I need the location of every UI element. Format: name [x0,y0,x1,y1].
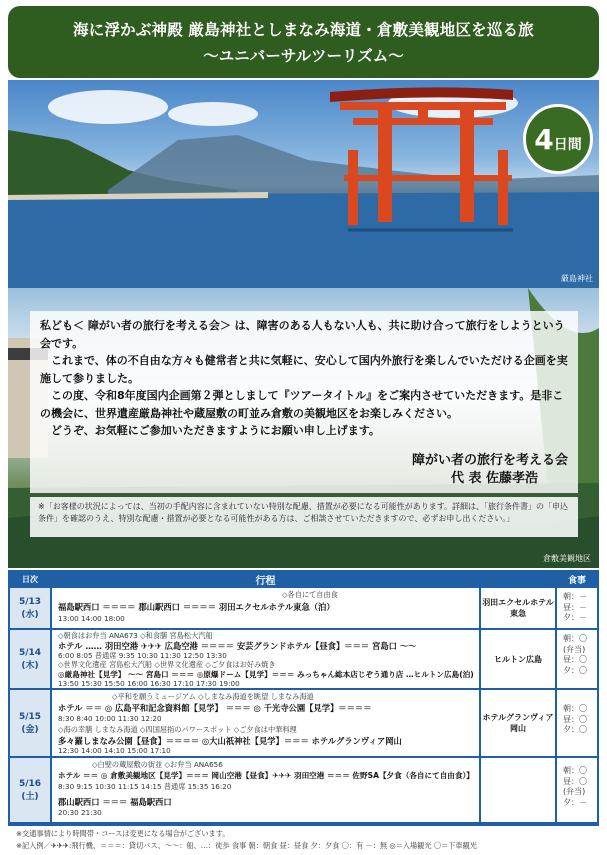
special-care-note: ※「お客様の状況によっては、当初の手配内容に含まれていない特別な配慮、措置が必要になる可能性があります。詳細は、「旅行条件書」の「申込条件」を確認のうえ、特別な配慮・措置が必要となる可能性がある方は、ご相談させていただきますので、必ずお申し出ください。」 [30,497,578,537]
hero-photo [8,80,599,288]
day-date: 5/14 (木) [10,630,50,688]
greeting-message [30,311,578,493]
itinerary-row [10,690,597,756]
representative-name: 代 表 佐藤孝浩 [450,471,538,486]
day-plan: ◇白壁の蔵屋敷の街並 ◇お弁当 ANA656 ホテル ＝＝ ◎ 倉敷美観地区【見学】＝＝＝ 岡山空港【昼食】✈✈✈ 羽田空港 ＝＝＝ 佐野SA【夕食（各自にて自由食）】 8:30 9:15 10:30 11:15 14:15 普通席 15:35 16:20 郡山駅西口 ＝＝＝ 福島駅西口 20:30 21:30 [52,758,479,822]
day-plan: ◇朝食はお弁当 ANA673 ◇和食膳 宮島松大汽船 ホテル …… 羽田空港 ✈✈✈ 広島空港 ＝＝＝＝ 安芸グランドホテル【昼食】＝＝＝ 宮島口 〜〜 6:00 8:05 普通席 9:35 10:30 11:30 12:50 13:30 ◇世界文化遺産 宮島松大汽船 ◇世界文化遺産 ◇ご夕食はお好み焼き ◎厳島神社【見学】 〜〜 宮島口 ＝＝＝ ◎原爆ドーム【見学】＝＝＝ みっちゃん総本店じぞう通り店 …ヒルトン広島(泊) 13:50 15:30 15:50 16:00 16:30 17:10 17:30 19:00 [52,630,479,688]
itinerary-row [10,588,597,628]
day-meals: 朝：〇 昼：〇 夕：〇 [557,690,597,756]
header-date: 日次 [22,574,38,584]
tour-subtitle: ～ユニバーサルツーリズム～ [203,47,404,65]
title-banner [8,6,599,78]
header-plan: 行程 [255,575,276,587]
itinerary-row [10,758,597,822]
day-meals: 朝：－ 昼：－ 夕：－ [557,588,597,628]
day-hotel: ホテルグランヴィア岡山 [481,690,555,756]
itinerary-table [8,570,599,826]
message-p2: これまで、体の不自由な方々も健常者と共に気軽に、安心して国内外旅行を楽しんでいただける企画を実施して参りました。 [40,354,568,385]
footer-note-1: ※交通事情により時間帯・コースは変更になる場合がございます。 [16,829,230,838]
day-date: 5/13 (水) [10,588,50,628]
message-p4: どうぞ、お気軽にご参加いただきますようにお願い申し上げます。 [40,424,380,437]
days-badge [523,104,593,174]
day-meals: 朝：〇 昼：〇 (弁当) 夕：－ [557,758,597,822]
mid-caption: 倉敷美観地区 [543,554,591,563]
day-plan: ◇各自にて自由食 福島駅西口 ＝＝＝＝ 郡山駅西口 ＝＝＝＝ 羽田エクセルホテル東急（泊） 13:00 14:00 18:00 [52,588,479,628]
organization-name: 障がい者の旅行を考える会 [411,453,568,468]
days-number: 4 [534,123,554,156]
footer-note-2: ※記入例／✈✈✈:飛行機、＝＝＝：貸切バス、〜〜：船、…：徒歩 食事 朝：朝食 昼：昼食 夕：夕食 〇：有 －：無 ◎＝入場観光 〇＝下車観光 [16,841,477,850]
hero-caption: 厳島神社 [561,274,593,283]
day-hotel: 羽田エクセルホテル東急 [481,588,555,628]
message-p3: この度、令和8年度国内企画第２弾としまして『ツアータイトル』をご案内させていただきます。是非この機会に、世界遺産厳島神社や蔵屋敷の町並み倉敷の美観地区をお楽しみください。 [40,389,564,420]
message-p1: 私ども＜ 障がい者の旅行を考える会＞ は、障害のある人もない人も、共に助け合って旅行をしようという会です。 [40,319,565,350]
day-plan: ◇平和を願うミュージアム ◇しまなみ海道を眺望 しまなみ海道 ホテル ＝＝ ◎ 広島平和記念資料館【見学】 ＝＝＝ ◎ 千光寺公園【見学】＝＝＝＝ 8:30 8:40 10:00 11:30 12:20 ◇海の幸膳 しまなみ海道 ◇四国屈指のパワースポット ◇ご夕食は中華料理 多々羅しまなみ公園【昼食】＝＝＝＝ ◎大山祇神社【見学】＝＝＝ ホテルグランヴィア岡山 12:30 14:00 14:10 15:00 17:10 [52,690,479,756]
day-hotel: ヒルトン広島 [481,630,555,688]
tour-title: 海に浮かぶ神殿 厳島神社としまなみ海道・倉敷美観地区を巡る旅 [73,21,534,39]
day-hotel [481,758,555,822]
days-unit: 日間 [553,137,582,153]
day-meals: 朝：〇 (弁当) 昼：〇 夕：〇 [557,630,597,688]
day-date: 5/16 (土) [10,758,50,822]
header-meal: 食事 [567,575,586,586]
day-date: 5/15 (金) [10,690,50,756]
itinerary-row [10,630,597,688]
